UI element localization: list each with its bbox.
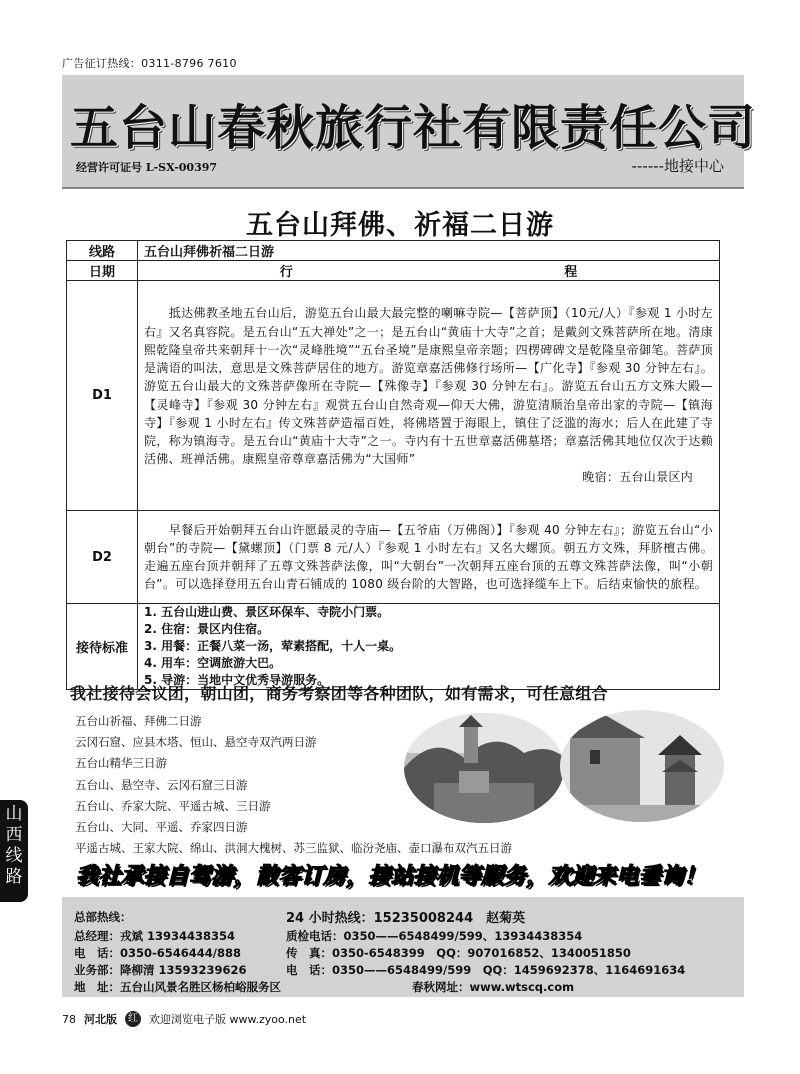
section-tab-char: 路	[5, 867, 23, 887]
fax-qq: 传 真：0350-6548399 QQ：907016852、1340051850	[286, 946, 631, 960]
day2-label: D2	[67, 511, 138, 604]
route-list-item: 五台山、乔家大院、平遥古城、三日游	[75, 798, 271, 813]
temple-photo	[404, 713, 564, 823]
edition-label: 河北版	[84, 1013, 117, 1026]
service-item: 5. 导游：当地中文优秀导游服务。	[144, 673, 330, 687]
contact-panel	[62, 897, 744, 997]
route-list-item: 五台山祈福、拜佛二日游	[75, 714, 202, 728]
service-promo-banner: 我社承接自驾游，散客订房，接站接机等服务，欢迎来电垂询！	[76, 864, 707, 889]
local-center-label: ------地接中心	[631, 157, 724, 175]
day1-lodging-note: 晚宿：五台山景区内	[582, 470, 693, 485]
route-list-item: 平遥古城、王家大院、绵山、洪洞大槐树、苏三监狱、临汾尧庙、壶口瀑布双汽五日游	[75, 841, 512, 856]
office-phone: 电 话：0350-6546444/888	[74, 946, 241, 960]
service-standard-label: 接待标准	[67, 604, 138, 690]
itinerary-head-2: 程	[564, 265, 578, 280]
service-item: 1. 五台山进山费、景区环保车、寺院小门票。	[144, 605, 390, 619]
route-list-item: 五台山精华三日游	[75, 756, 167, 771]
ad-hotline: 广告征订热线：0311-8796 7610	[62, 57, 237, 70]
license-number: 经营许可证号 L-SX-00397	[76, 161, 218, 174]
section-tab-char: 线	[5, 846, 23, 866]
publication-logo: 红	[125, 1011, 141, 1027]
complaint-phone: 质检电话：0350——6548499/599、13934438354	[286, 929, 583, 943]
itinerary-header	[138, 261, 720, 281]
page-number: 78	[62, 1012, 76, 1026]
website: 春秋网址：www.wtscq.com	[412, 980, 575, 994]
section-tab-char: 山	[5, 804, 23, 824]
address: 地 址：五台山风景名胜区杨柏峪服务区	[74, 980, 281, 994]
footer-slogan: 欢迎浏览电子版 www.zyoo.net	[149, 1013, 307, 1026]
company-name: 五台山春秋旅行社有限责任公司	[70, 100, 757, 156]
day1-description: 抵达佛教圣地五台山后，游览五台山最大最完整的喇嘛寺院—【菩萨顶】（10元/人）『参观 1 小时左右』又名真容院。是五台山“五大禅处”之一；是五台山“黄庙十大寺”之首；是戴剑文殊菩萨所在地。清康熙乾隆皇帝共来朝拜十一次“灵峰胜境”“五台圣境”是康熙皇帝亲题；四楞碑碑文是乾隆皇帝御笔。菩萨顶是满语的叫法，意思是文殊菩萨居住的地方。游览章嘉活佛修行场所—【广化寺】『参观 30 分钟左右』。游览五台山最大的文殊菩萨像所在寺院—【殊像寺】『参观 30 分钟左右』。游览五台山五方文殊大殿—【灵峰寺】『参观 30 分钟左右』观赏五台山自然奇观—仰天大佛，游览清顺治皇帝出家的寺院—【镇海寺】『参观 1 小时左右』传文殊菩萨造福百姓，将佛塔置于海眼上，镇住了泛滥的海水；后人在此建了寺院，称为镇海寺。是五台山“黄庙十大寺”之一。寺内有十五世章嘉活佛墓塔；章嘉活佛其地位仅次于达赖活佛、班禅活佛。康熙皇帝尊章嘉活佛为“大国师”	[144, 306, 713, 467]
day1-label: D1	[67, 281, 138, 511]
business-dept: 业务部：降柳清 13593239626	[74, 963, 247, 977]
itinerary-head-1: 行	[279, 265, 293, 280]
route-value: 五台山拜佛祈福二日游	[138, 241, 720, 261]
service-item: 2. 住宿：景区内住宿。	[144, 622, 270, 636]
page-footer	[62, 1011, 306, 1027]
route-list-item: 五台山、悬空寺、云冈石窟三日游	[75, 777, 248, 792]
route-list-item: 五台山、大同、平遥、乔家四日游	[75, 820, 248, 835]
section-tab-char: 西	[5, 825, 23, 845]
hotline-24h: 24 小时热线：15235008244 赵菊英	[286, 911, 526, 926]
day1-cell	[138, 281, 720, 511]
route-list-item: 云冈石窟、应县木塔、恒山、悬空寺双汽两日游	[75, 735, 317, 750]
service-standard-list	[138, 604, 720, 690]
section-tab	[0, 800, 28, 902]
general-manager: 总经理：戎斌 13934438354	[74, 929, 236, 943]
hq-hotline-label: 总部热线：	[74, 910, 132, 924]
route-label: 线路	[67, 241, 138, 261]
day2-description: 早餐后开始朝拜五台山许愿最灵的寺庙—【五爷庙（万佛阁）】『参观 40 分钟左右』；游览五台山“小朝台”的寺院—【黛螺顶】（门票 8 元/人）『参观 1 小时左右』又名大螺顶。朝五方文殊，拜脐檀古佛。走遍五座台顶并朝拜了五尊文殊菩萨法像，叫“大朝台”一次朝拜五座台顶的五尊文殊菩萨法像，叫“小朝台”。可以选择登用五台山青石铺成的 1080 级台阶的大智路，也可选择缆车上下。后结束愉快的旅程。	[138, 511, 720, 604]
service-item: 3. 用餐：正餐八菜一汤，荤素搭配，十人一桌。	[144, 639, 402, 653]
tour-title: 五台山拜佛、祈福二日游	[246, 210, 554, 241]
ancient-city-photo	[560, 710, 725, 822]
group-tours-statement: 我社接待会议团，朝山团，商务考察团等各种团队，如有需求，可任意组合	[70, 684, 608, 703]
company-header	[62, 75, 757, 189]
business-phone-qq: 电 话：0350——6548499/599 QQ：1459692378、1164691634	[286, 963, 686, 977]
service-item: 4. 用车：空调旅游大巴。	[144, 656, 282, 670]
date-label: 日期	[67, 261, 138, 281]
itinerary-table	[66, 240, 720, 690]
